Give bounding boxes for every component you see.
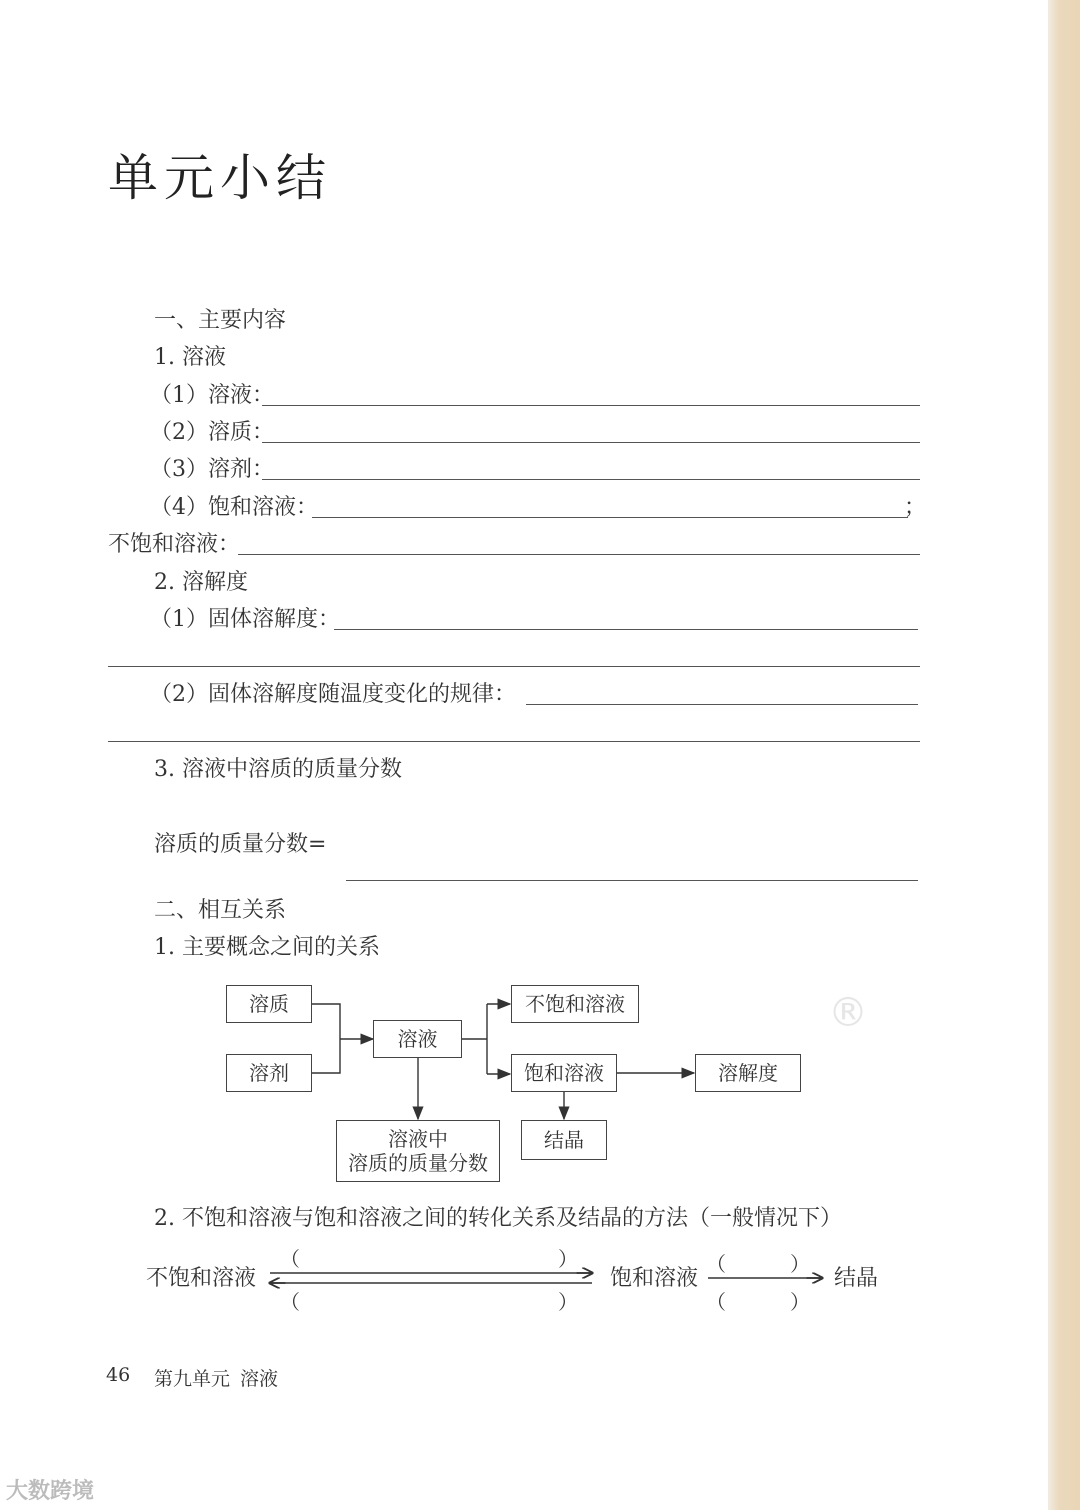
paren-close-upper: ） [558, 1247, 578, 1271]
paren-open-upper: （ [280, 1247, 300, 1271]
paren-close-lower: ） [558, 1290, 578, 1314]
node-crystallization: 结晶 [521, 1120, 607, 1160]
page-title: 单元小结 [108, 149, 332, 207]
sub-heading-solubility: 2. 溶解度 [154, 570, 248, 595]
paren-open-crystal-lower: （ [706, 1290, 726, 1314]
node-unsaturated-solution: 不饱和溶液 [511, 985, 639, 1023]
page-number: 46 [106, 1364, 131, 1386]
watermark-text: 大数跨境 [6, 1479, 95, 1504]
sub-heading-conversion: 2. 不饱和溶液与饱和溶液之间的转化关系及结晶的方法（一般情况下） [154, 1206, 842, 1231]
paren-open-lower: （ [280, 1290, 300, 1314]
paren-open-crystal-upper: （ [706, 1252, 726, 1276]
semicolon: ； [904, 495, 927, 520]
mass-fraction-formula: 溶质的质量分数= [154, 832, 327, 857]
item-solvent-label: （3）溶剂： [150, 457, 274, 482]
node-mass-fraction-line2: 溶质的质量分数 [348, 1151, 488, 1175]
sub-heading-concept-relations: 1. 主要概念之间的关系 [154, 935, 380, 960]
node-mass-fraction-line1: 溶液中 [388, 1127, 448, 1151]
conversion-unsaturated-label: 不饱和溶液 [146, 1266, 257, 1291]
section-2-heading: 二、相互关系 [154, 898, 287, 923]
node-solvent: 溶剂 [226, 1054, 312, 1092]
footer-topic: 溶液 [240, 1368, 279, 1390]
item-solution-label: （1）溶液： [150, 383, 274, 408]
node-saturated-solution: 饱和溶液 [511, 1054, 617, 1092]
section-1-heading: 一、主要内容 [154, 308, 287, 333]
conversion-crystal-label: 结晶 [834, 1266, 879, 1291]
item-solute-label: （2）溶质： [150, 420, 274, 445]
node-solubility: 溶解度 [695, 1054, 801, 1092]
item-saturated-label: （4）饱和溶液： [150, 495, 318, 520]
paren-close-crystal-lower: ） [790, 1290, 810, 1314]
sub-heading-solution: 1. 溶液 [154, 345, 226, 370]
paren-close-crystal-upper: ） [790, 1252, 810, 1276]
node-solution: 溶液 [373, 1020, 462, 1058]
item-temperature-rule-label: （2）固体溶解度随温度变化的规律： [150, 682, 516, 707]
registered-mark: ® [828, 990, 868, 1036]
item-solid-solubility-label: （1）固体溶解度： [150, 607, 340, 632]
footer-unit: 第九单元 [154, 1368, 231, 1390]
item-unsaturated-label: 不饱和溶液： [108, 532, 241, 557]
node-solute: 溶质 [226, 985, 312, 1023]
conversion-saturated-label: 饱和溶液 [610, 1266, 699, 1291]
sub-heading-mass-fraction: 3. 溶液中溶质的质量分数 [154, 757, 402, 782]
